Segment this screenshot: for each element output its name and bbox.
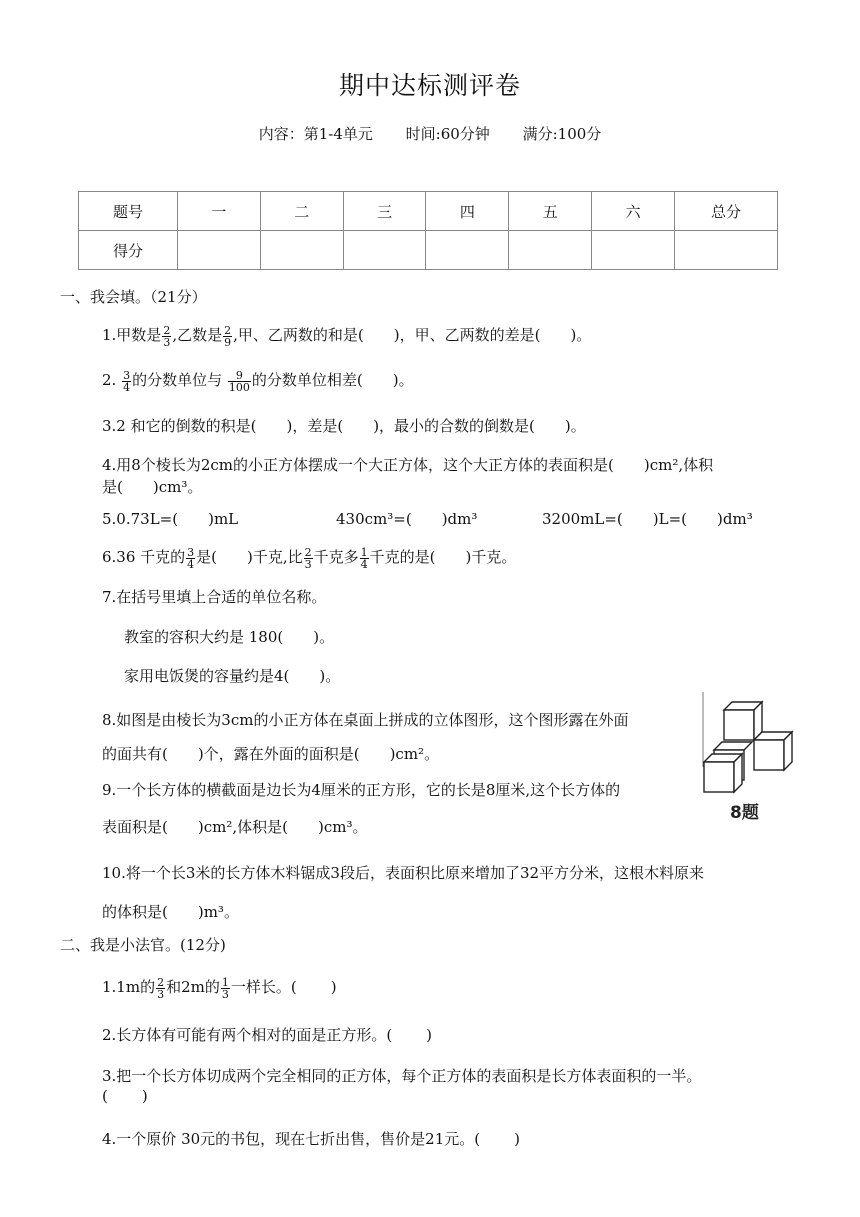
header-cell: 总分 xyxy=(675,192,778,231)
s1-question-1: 1.甲数是 $\frac{2}{3}$ ,乙数是 $\frac{2}{9}$ ,甲、乙两数的和是( )，甲、乙两数的差是( )。 xyxy=(102,323,592,349)
full-score: 满分:100分 xyxy=(522,125,602,143)
score-table-header-row xyxy=(79,192,778,231)
content-range: 内容：第1-4单元 xyxy=(258,125,373,143)
s1-question-7: 7.在括号里填上合适的单位名称。 xyxy=(102,588,327,606)
cube-figure xyxy=(700,692,800,826)
row-label: 得分 xyxy=(79,231,178,270)
s2-question-4: 4.一个原价 30元的书包，现在七折出售，售价是21元。( ) xyxy=(102,1130,520,1148)
fraction: $\frac{3}{4}$ xyxy=(187,545,195,571)
s1-question-9-line2: 表面积是( )cm²,体积是( )cm³。 xyxy=(102,818,368,836)
score-table xyxy=(78,191,778,270)
score-cell[interactable] xyxy=(260,231,343,270)
s2-question-1: 1.1m的 $\frac{2}{3}$ 和2m的 $\frac{1}{3}$ 一样长。( ) xyxy=(102,975,337,1001)
s1-question-6: 6.36 千克的 $\frac{3}{4}$ 是( )千克,比 $\frac{2}{3}$ 千克多 $\frac{1}{4}$ 千克的是( )千克。 xyxy=(102,545,517,571)
s1-question-3: 3.2 和它的倒数的积是( )，差是( )，最小的合数的倒数是( )。 xyxy=(102,417,586,435)
section-2-heading: 二、我是小法官。(12分) xyxy=(60,936,226,954)
s1-question-5-part2: 430cm³=( )dm³ xyxy=(336,510,478,528)
fraction: $\frac{1}{4}$ xyxy=(360,545,368,571)
fraction: $\frac{2}{3}$ xyxy=(157,975,165,1001)
score-cell[interactable] xyxy=(675,231,778,270)
header-cell: 四 xyxy=(426,192,509,231)
time-limit: 时间:60分钟 xyxy=(405,125,490,143)
figure-caption: 8题 xyxy=(730,803,759,823)
section-1-heading: 一、我会填。（21分） xyxy=(60,288,207,306)
s1-question-7-sub2: 家用电饭煲的容量约是4( )。 xyxy=(124,667,341,685)
header-cell: 五 xyxy=(509,192,592,231)
s1-question-10-line2: 的体积是( )m³。 xyxy=(102,903,239,921)
score-cell[interactable] xyxy=(592,231,675,270)
score-table-score-row xyxy=(79,231,778,270)
cube-stack-drawing xyxy=(700,692,800,826)
fraction: $\frac{2}{3}$ xyxy=(304,545,312,571)
score-cell[interactable] xyxy=(343,231,426,270)
s1-question-4-line2: 是( )cm³。 xyxy=(102,478,203,496)
s1-question-8-line2: 的面共有( )个，露在外面的面积是( )cm²。 xyxy=(102,745,440,763)
fraction: $\frac{9}{100}$ xyxy=(228,368,250,394)
fraction: $\frac{2}{3}$ xyxy=(163,323,171,349)
fraction: $\frac{1}{3}$ xyxy=(221,975,229,1001)
exam-info xyxy=(0,123,860,144)
fraction: $\frac{3}{4}$ xyxy=(123,368,131,394)
s1-question-5-part1: 5.0.73L=( )mL xyxy=(102,510,239,528)
s2-question-2: 2.长方体有可能有两个相对的面是正方形。( ) xyxy=(102,1026,433,1044)
s1-question-4-line1: 4.用8个棱长为2cm的小正方体摆成一个大正方体，这个大正方体的表面积是( )cm²,体积 xyxy=(102,456,714,474)
s1-question-7-sub1: 教室的容积大约是 180( )。 xyxy=(124,628,335,646)
header-cell: 六 xyxy=(592,192,675,231)
s1-question-2: 2. $\frac{3}{4}$ 的分数单位与 $\frac{9}{100}$ 的分数单位相差( )。 xyxy=(102,368,414,394)
s1-question-9-line1: 9.一个长方体的横截面是边长为4厘米的正方形，它的长是8厘米,这个长方体的 xyxy=(102,781,621,799)
s2-question-3-line2: ( ) xyxy=(102,1087,148,1105)
header-cell: 题号 xyxy=(79,192,178,231)
header-cell: 一 xyxy=(178,192,261,231)
page-title: 期中达标测评卷 xyxy=(338,71,521,100)
score-cell[interactable] xyxy=(178,231,261,270)
score-cell[interactable] xyxy=(509,231,592,270)
s2-question-3-line1: 3.把一个长方体切成两个完全相同的正方体，每个正方体的表面积是长方体表面积的一半。 xyxy=(102,1067,702,1085)
header-cell: 三 xyxy=(343,192,426,231)
s1-question-10-line1: 10.将一个长3米的长方体木料锯成3段后，表面积比原来增加了32平方分米，这根木料原来 xyxy=(102,864,705,882)
score-cell[interactable] xyxy=(426,231,509,270)
fraction: $\frac{2}{9}$ xyxy=(224,323,232,349)
s1-question-5-part3: 3200mL=( )L=( )dm³ xyxy=(542,510,753,528)
s1-question-8-line1: 8.如图是由棱长为3cm的小正方体在桌面上拼成的立体图形，这个图形露在外面 xyxy=(102,711,629,729)
header-cell: 二 xyxy=(260,192,343,231)
